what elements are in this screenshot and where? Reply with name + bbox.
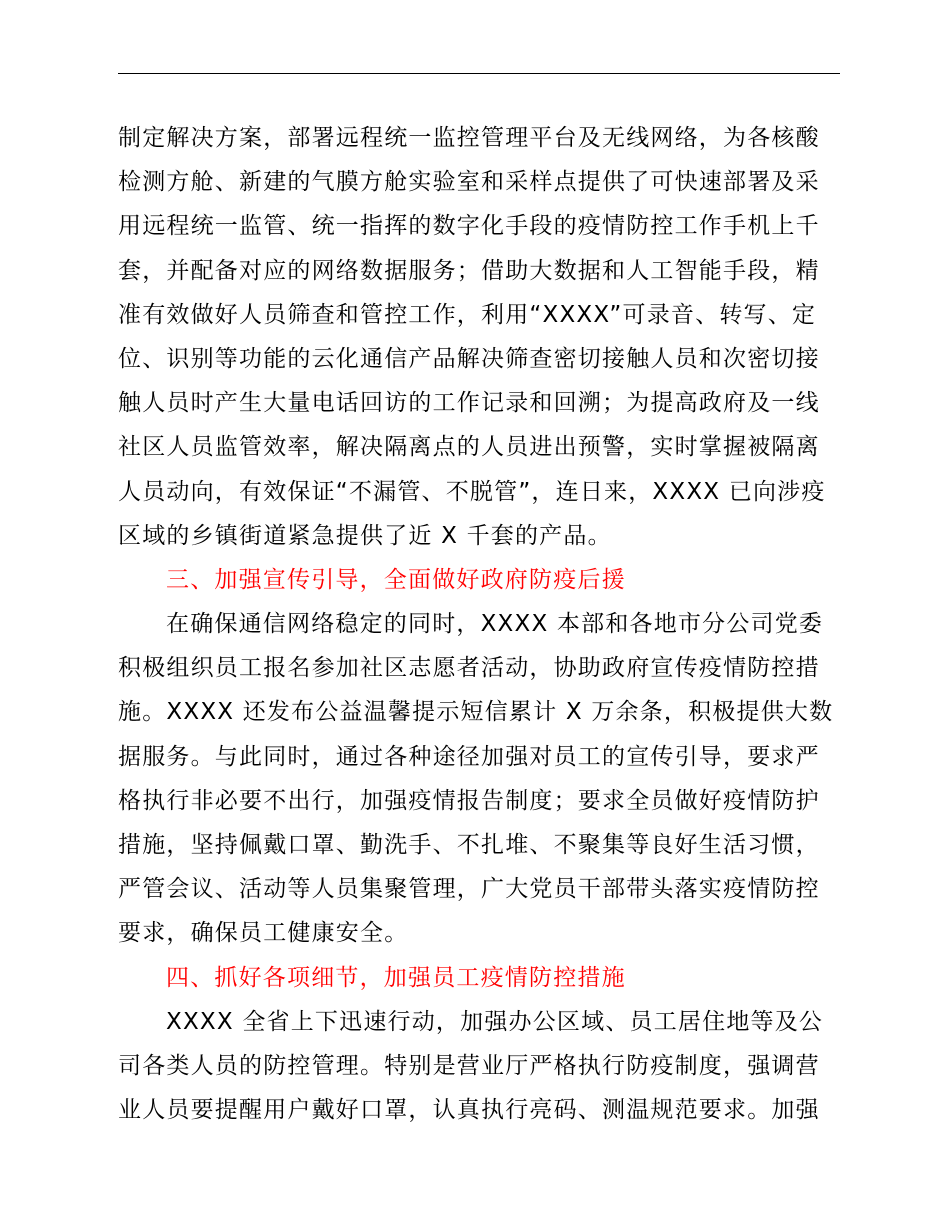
paragraph-line: 检测方舱、新建的气膜方舱实验室和采样点提供了可快速部署及采	[118, 169, 820, 196]
paragraph-line: 措施，坚持佩戴口罩、勤洗手、不扎堆、不聚集等良好生活习惯，	[118, 832, 820, 858]
paragraph-line: 位、识别等功能的云化通信产品解决筛查密切接触人员和次密切接	[118, 345, 820, 372]
paragraph-line: 制定解决方案，部署远程统一监控管理平台及无线网络，为各核酸	[118, 125, 820, 151]
section-heading-3: 三、加强宣传引导，全面做好政府防疫后援	[166, 566, 626, 593]
paragraph-line: 司各类人员的防控管理。特别是营业厅严格执行防疫制度，强调营	[118, 1052, 820, 1079]
paragraph-line: 业人员要提醒用户戴好口罩，认真执行亮码、测温规范要求。加强	[118, 1097, 820, 1124]
paragraph-line: 区域的乡镇街道紧急提供了近 X 千套的产品。	[118, 522, 612, 549]
paragraph-line: 套，并配备对应的网络数据服务；借助大数据和人工智能手段，精	[118, 257, 820, 284]
paragraph-line: 严管会议、活动等人员集聚管理，广大党员干部带头落实疫情防控	[118, 876, 820, 903]
paragraph-line: 要求，确保员工健康安全。	[118, 920, 409, 947]
header-rule	[118, 73, 840, 74]
paragraph-line: 在确保通信网络稳定的同时，XXXX 本部和各地市分公司党委	[166, 611, 824, 638]
paragraph-line: 准有效做好人员筛查和管控工作，利用“XXXX”可录音、转写、定	[118, 301, 817, 328]
paragraph-line: 施。XXXX 还发布公益温馨提示短信累计 X 万余条，积极提供大数	[118, 699, 834, 726]
paragraph-line: 据服务。与此同时，通过各种途径加强对员工的宣传引导，要求严	[118, 743, 820, 770]
paragraph-line: 人员动向，有效保证“不漏管、不脱管”，连日来，XXXX 已向涉疫	[118, 478, 826, 505]
document-body	[118, 116, 840, 1132]
paragraph-line: 用远程统一监管、统一指挥的数字化手段的疫情防控工作手机上千	[118, 213, 820, 240]
paragraph-line: XXXX 全省上下迅速行动，加强办公区域、员工居住地等及公	[166, 1008, 824, 1035]
paragraph-line: 格执行非必要不出行，加强疫情报告制度；要求全员做好疫情防护	[118, 787, 820, 814]
paragraph-line: 触人员时产生大量电话回访的工作记录和回溯；为提高政府及一线	[118, 390, 820, 417]
paragraph-line: 社区人员监管效率，解决隔离点的人员进出预警，实时掌握被隔离	[118, 434, 820, 461]
paragraph-line: 积极组织员工报名参加社区志愿者活动，协助政府宣传疫情防控措	[118, 655, 820, 682]
section-heading-4: 四、抓好各项细节，加强员工疫情防控措施	[166, 964, 626, 991]
